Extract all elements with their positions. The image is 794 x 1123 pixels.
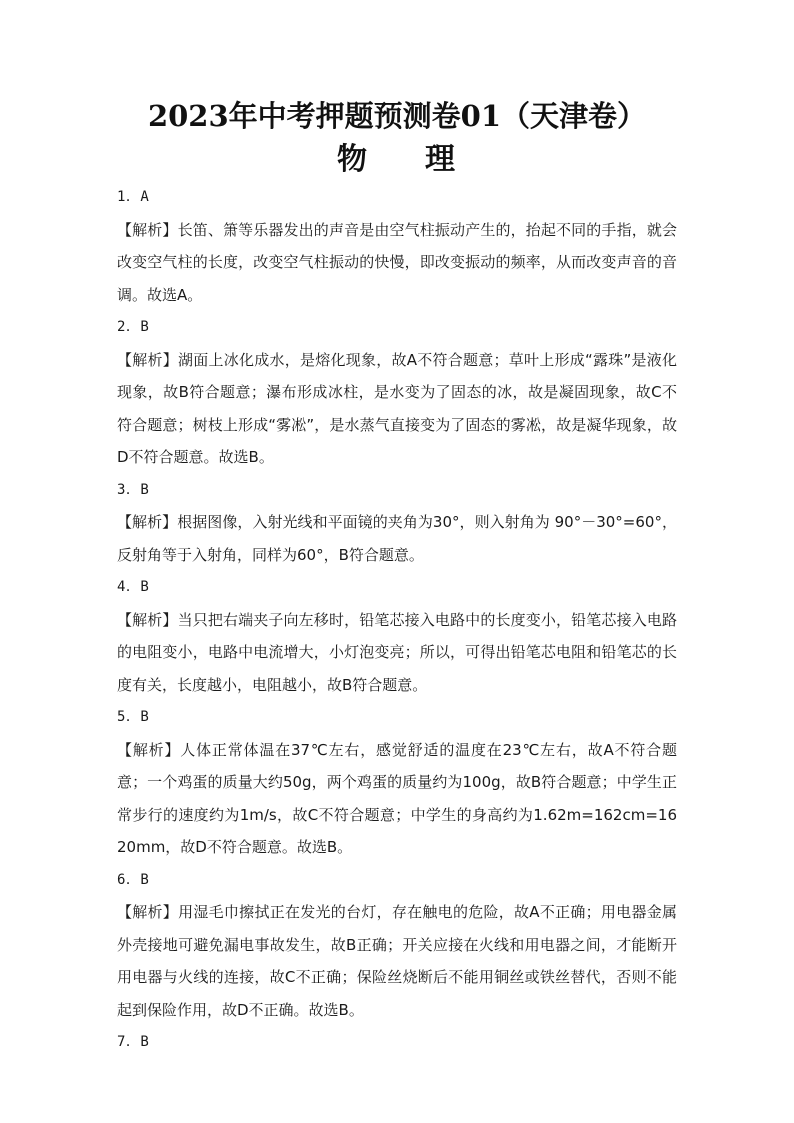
- answer-item-2: [117, 311, 677, 474]
- answer-item-1: [117, 181, 677, 311]
- explanation-text: 人体正常体温在37℃左右，感觉舒适的温度在23℃左右，故A不符合题意；一个鸡蛋的质量大约50g，两个鸡蛋的质量约为100g，故B符合题意；中学生正常步行的速度约为1m/s，故C不符合题意；中学生的身高约为1.62m=162cm=1620mm，故D不符合题意。故选B。: [117, 740, 677, 856]
- answer-number: 3．B: [117, 481, 150, 498]
- explanation-text: 湖面上冰化成水，是熔化现象，故A不符合题意；草叶上形成“露珠”是液化现象，故B符合题意；瀑布形成冰柱，是水变为了固态的冰，故是凝固现象，故C不符合题意；树枝上形成“雾凇”，是水蒸气直接变为了固态的雾凇，故是凝华现象，故D不符合题意。故选B。: [117, 350, 677, 466]
- answer-number: 4．B: [117, 579, 150, 595]
- answer-explanation: [117, 344, 677, 474]
- answer-item-4: [117, 571, 677, 701]
- analysis-tag: 【解析】: [117, 350, 178, 369]
- analysis-tag: 【解析】: [117, 610, 178, 629]
- answer-explanation: [117, 896, 677, 1026]
- analysis-tag: 【解析】: [117, 903, 179, 921]
- page-title: 2023年中考押题预测卷01（天津卷）: [147, 99, 647, 133]
- analysis-tag: 【解析】: [117, 220, 178, 239]
- answer-number: 6．B: [117, 871, 150, 888]
- answer-explanation: [117, 506, 677, 571]
- answer-explanation: [117, 734, 677, 864]
- answer-explanation: [117, 604, 677, 702]
- explanation-text: 长笛、箫等乐器发出的声音是由空气柱振动产生的，抬起不同的手指，就会改变空气柱的长度，改变空气柱振动的快慢，即改变振动的频率，从而改变声音的音调。故选A。: [117, 220, 677, 304]
- answer-number: 7．B: [117, 1034, 150, 1050]
- analysis-tag: 【解析】: [117, 740, 181, 759]
- answer-number: 5．B: [117, 709, 150, 725]
- answer-item-3: [117, 474, 677, 572]
- subject-title: [0, 140, 794, 180]
- explanation-text: 当只把右端夹子向左移时，铅笔芯接入电路中的长度变小，铅笔芯接入电路的电阻变小，电路中电流增大，小灯泡变亮；所以，可得出铅笔芯电阻和铅笔芯的长度有关，长度越小，电阻越小，故B符合题意。: [117, 610, 677, 694]
- answer-number: 2．B: [117, 319, 150, 335]
- answer-item-7: [117, 1026, 677, 1059]
- subject-char-left: 物: [337, 142, 369, 177]
- subject-char-right: 理: [425, 142, 457, 177]
- answer-list: [117, 181, 677, 1059]
- answer-item-6: [117, 864, 677, 1027]
- answer-explanation: [117, 214, 677, 312]
- analysis-tag: 【解析】: [117, 513, 178, 531]
- explanation-text: 根据图像，入射光线和平面镜的夹角为30°，则入射角为 90°－30°=60°，反射角等于入射角，同样为60°，B符合题意。: [117, 513, 677, 564]
- explanation-text: 用湿毛巾擦拭正在发光的台灯，存在触电的危险，故A不正确；用电器金属外壳接地可避免漏电事故发生，故B正确；开关应接在火线和用电器之间，才能断开用电器与火线的连接，故C不正确；保险丝烧断后不能用铜丝或铁丝替代，否则不能起到保险作用，故D不正确。故选B。: [117, 903, 677, 1019]
- answer-item-5: [117, 701, 677, 864]
- answer-number: 1．A: [117, 189, 150, 205]
